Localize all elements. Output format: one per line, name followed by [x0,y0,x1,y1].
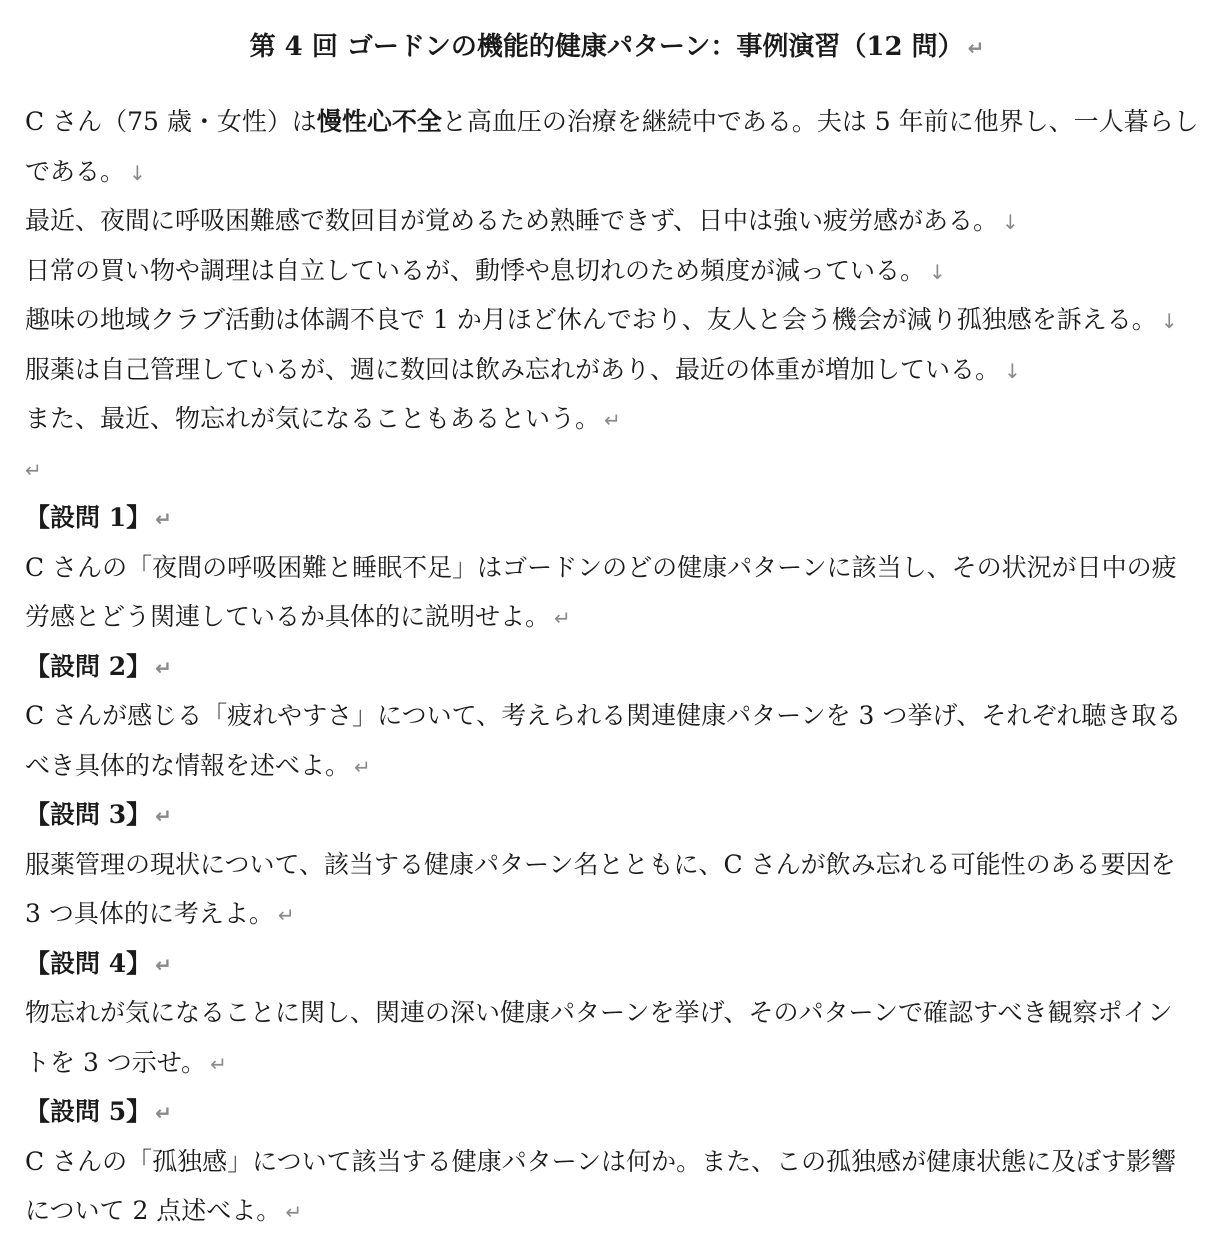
paragraph-mark: ↵ [554,606,571,630]
question-line [25,741,1209,791]
line-break-mark: ↓ [1002,210,1019,234]
empty-line [25,444,1209,494]
case-text: C さん（75 歳・女性）は [25,107,317,136]
paragraph-mark: ↵ [155,1101,172,1125]
case-text: また、最近、物忘れが気になることもあるという。 [25,404,601,433]
question-2 [25,642,1209,791]
case-text: である。 [25,156,126,186]
question-text: について 2 点述べよ。 [25,1196,282,1225]
case-description [25,97,1209,493]
line-break-mark: ↓ [929,259,946,284]
document-title [25,22,1209,72]
paragraph-mark: ↵ [354,754,371,779]
case-text: と高血圧の治療を継続中である。夫は 5 年前に他界し、一人暮らし [441,107,1199,136]
paragraph-mark: ↵ [155,507,172,531]
case-line [25,147,1209,197]
question-heading-text: 【設問 5】 [25,1097,152,1126]
line-break-mark: ↓ [129,160,146,185]
case-text: 服薬は自己管理しているが、週に数回は飲み忘れがあり、最近の体重が増加している。 [25,354,1001,384]
question-heading [25,790,1209,840]
question-heading [25,939,1209,989]
question-5 [25,1087,1209,1236]
question-line [25,840,1209,890]
question-text: トを 3 つ示せ。 [25,1047,207,1077]
question-text: 物忘れが気になることに関し、関連の深い健康パターンを挙げ、そのパターンで確認すべき観察ポイン [25,998,1173,1027]
paragraph-mark: ↵ [604,408,621,432]
case-line [25,394,1209,444]
question-text: C さんの「夜間の呼吸困難と睡眠不足」はゴードンのどの健康パターンに該当し、その状況が日中の疲 [25,552,1177,582]
paragraph-mark: ↵ [25,457,42,482]
question-text: 労感とどう関連しているか具体的に説明せよ。 [25,602,551,631]
question-line [25,1038,1209,1088]
question-text: C さんの「孤独感」について該当する健康パターンは何か。また、この孤独感が健康状態に及ぼす影響 [25,1146,1177,1176]
case-line [25,345,1209,395]
case-line [25,97,1209,147]
case-line [25,196,1209,246]
question-text: べき具体的な情報を述べよ。 [25,750,351,780]
line-break-mark: ↓ [1004,358,1021,383]
question-heading-text: 【設問 3】 [25,800,152,829]
question-1 [25,493,1209,642]
case-diagnosis-bold: 慢性心不全 [316,107,442,136]
case-text: 日常の買い物や調理は自立しているが、動悸や息切れのため頻度が減っている。 [25,255,926,285]
question-heading [25,642,1209,692]
question-line [25,889,1209,939]
paragraph-mark: ↵ [210,1051,227,1076]
question-3 [25,790,1209,939]
question-line [25,1137,1209,1187]
paragraph-mark: ↵ [285,1200,303,1224]
paragraph-mark: ↵ [967,36,985,60]
case-text: 趣味の地域クラブ活動は体調不良で 1 か月ほど休んでおり、友人と会う機会が減り孤独感を訴える。 [25,305,1157,334]
case-line [25,246,1209,296]
question-line [25,691,1209,741]
question-heading [25,493,1209,543]
paragraph-mark: ↵ [277,903,295,927]
question-text: C さんが感じる「疲れやすさ」について、考えられる関連健康パターンを 3 つ挙げ、それぞれ聴き取る [25,701,1182,730]
question-text: 服薬管理の現状について、該当する健康パターン名とともに、C さんが飲み忘れる可能性のある要因を [25,849,1176,879]
question-line [25,592,1209,642]
paragraph-mark: ↵ [155,655,172,680]
question-heading-text: 【設問 1】 [25,503,152,532]
question-4 [25,939,1209,1088]
line-break-mark: ↓ [1160,309,1178,333]
question-heading-text: 【設問 4】 [25,948,152,978]
case-text: 最近、夜間に呼吸困難感で数回目が覚めるため熟睡できず、日中は強い疲労感がある。 [25,206,999,235]
question-line [25,543,1209,593]
question-heading [25,1087,1209,1137]
question-heading-text: 【設問 2】 [25,651,152,681]
question-line [25,988,1209,1038]
question-text: 3 つ具体的に考えよ。 [25,899,274,928]
title-text: 第 4 回 ゴードンの機能的健康パターン：事例演習（12 問） [249,32,964,62]
case-line [25,295,1209,345]
paragraph-mark: ↵ [155,952,172,977]
paragraph-mark: ↵ [155,804,172,828]
question-line [25,1186,1209,1236]
